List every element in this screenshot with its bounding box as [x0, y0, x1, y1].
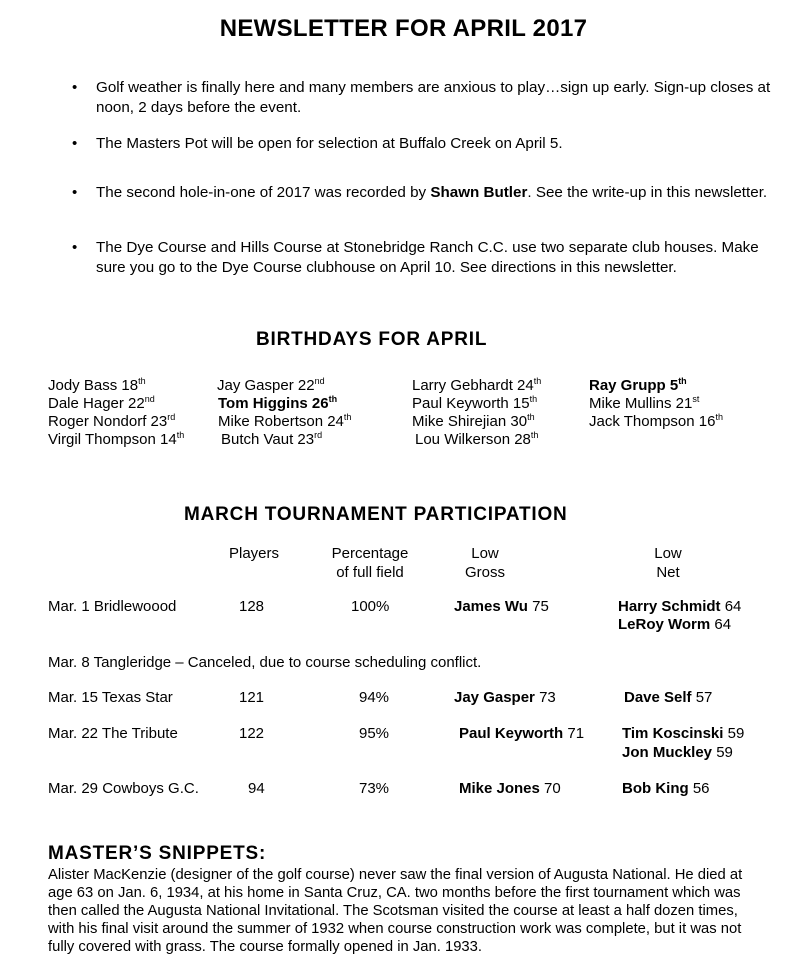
announcement-hole-in-one: • The second hole-in-one of 2017 was recorded by Shawn Butler. See the write-up in this newsletter. [72, 183, 772, 203]
birthday-entry: Lou Wilkerson 28th [415, 430, 539, 448]
announcement-masters-pot: • The Masters Pot will be open for selection at Buffalo Creek on April 5. [72, 134, 772, 154]
low-gross: Paul Keyworth 71 [459, 725, 585, 742]
low-net: Bob King 56 [622, 780, 710, 797]
field-percentage: 73% [359, 780, 390, 797]
birthday-entry: Jay Gasper 22nd [217, 376, 325, 394]
low-net: Jon Muckley 59 [622, 744, 733, 761]
birthday-entry: Jack Thompson 16th [589, 412, 723, 430]
snippets-body: Alister MacKenzie (designer of the golf course) never saw the final version of Augusta National. He died at age 63 on Jan. 6, 1934, at his home in Santa Cruz, CA. two months before the first tournament which was then called the Augusta National Invitational. The Scotsman visited the course at least a half dozen times, with his final visit around the summer of 1932 when course construction work was complete, but it was not fully covered with grass. The course formally opened in Jan. 1933. [48, 867, 743, 956]
players-count: 121 [239, 689, 265, 706]
field-percentage: 100% [351, 598, 390, 615]
low-net: Tim Koscinski 59 [622, 725, 745, 742]
canceled-note: Mar. 8 Tangleridge – Canceled, due to course scheduling conflict. [48, 654, 482, 671]
field-percentage: 95% [359, 725, 390, 742]
field-percentage: 94% [359, 689, 390, 706]
birthday-entry: Jody Bass 18th [48, 376, 146, 394]
announcement-dye-course: • The Dye Course and Hills Course at Stonebridge Ranch C.C. use two separate club houses. Make sure you go to the Dye Course clubhouse on April 10. See directions in this newsletter. [72, 238, 772, 277]
event-name: Mar. 22 The Tribute [48, 725, 178, 742]
low-net: LeRoy Worm 64 [618, 616, 732, 633]
event-name: Mar. 29 Cowboys G.C. [48, 780, 199, 797]
event-name: Mar. 15 Texas Star [48, 689, 173, 706]
low-gross: Mike Jones 70 [459, 780, 561, 797]
low-gross: Jay Gasper 73 [454, 689, 556, 706]
birthday-entry: Tom Higgins 26th [218, 394, 338, 412]
birthday-entry: Mike Robertson 24th [218, 412, 352, 430]
newsletter-title: NEWSLETTER FOR APRIL 2017 [219, 15, 588, 42]
players-count: 94 [248, 780, 265, 797]
col-header-players: Players [228, 545, 280, 562]
event-name: Mar. 1 Bridlewoood [48, 598, 177, 615]
col-header-percentage: Percentage of full field [331, 545, 409, 581]
birthday-entry: Larry Gebhardt 24th [412, 376, 542, 394]
birthday-entry: Roger Nondorf 23rd [48, 412, 176, 430]
low-gross: James Wu 75 [454, 598, 549, 615]
birthday-entry: Paul Keyworth 15th [412, 394, 538, 412]
birthday-entry: Mike Shirejian 30th [412, 412, 535, 430]
birthday-entry: Butch Vaut 23rd [221, 430, 323, 448]
low-net: Dave Self 57 [624, 689, 713, 706]
players-count: 128 [239, 598, 265, 615]
birthdays-heading: BIRTHDAYS FOR APRIL [256, 329, 488, 350]
col-header-low-net: Low Net [654, 545, 682, 581]
birthday-entry: Mike Mullins 21st [589, 394, 700, 412]
birthday-entry: Ray Grupp 5th [589, 376, 687, 394]
low-net: Harry Schmidt 64 [618, 598, 742, 615]
birthday-entry: Virgil Thompson 14th [48, 430, 185, 448]
tournament-heading: MARCH TOURNAMENT PARTICIPATION [184, 504, 568, 525]
announcement-signup: • Golf weather is finally here and many members are anxious to play…sign up early. Sign-up closes at noon, 2 days before the event. [72, 78, 772, 117]
hole-in-one-player: Shawn Butler [430, 184, 528, 201]
players-count: 122 [239, 725, 265, 742]
snippets-heading: MASTER’S SNIPPETS: [48, 843, 267, 864]
birthday-entry: Dale Hager 22nd [48, 394, 155, 412]
col-header-low-gross: Low Gross [464, 545, 505, 581]
